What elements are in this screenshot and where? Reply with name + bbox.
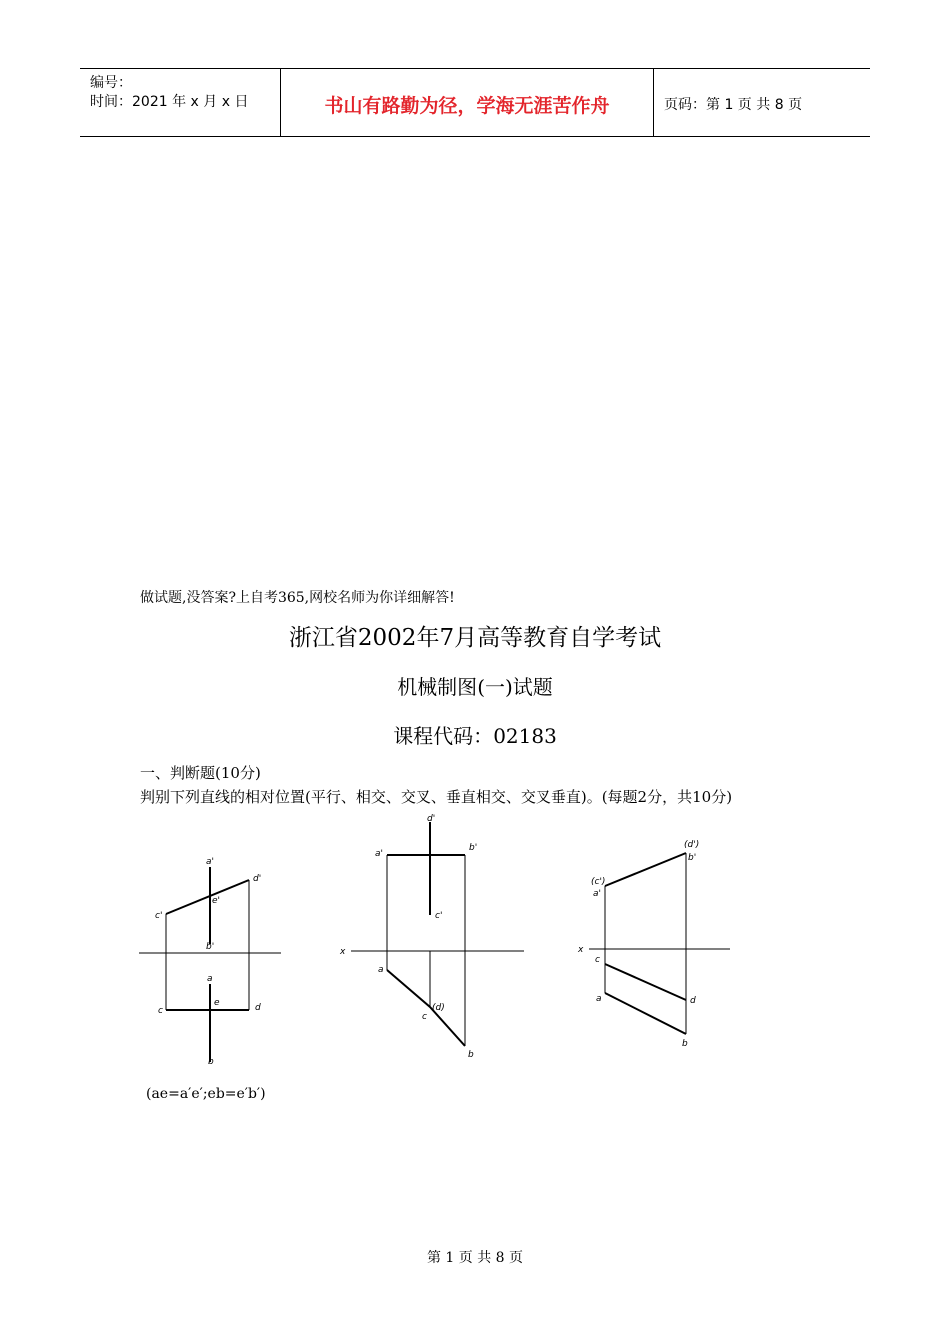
projection-figure-2 (336, 812, 531, 1062)
time-label: 时间：2021 年 x 月 x 日 (90, 94, 249, 110)
label-a: a (378, 965, 384, 975)
label-d-prime: (d') (684, 840, 700, 850)
label-c-prime: c' (435, 911, 443, 921)
motto: 书山有路勤为径，学海无涯苦作舟 (324, 95, 610, 117)
subtitle-suffix: 试题 (512, 675, 553, 699)
label-e: e (214, 998, 220, 1008)
subtitle-prefix: 机械制图 (397, 675, 478, 699)
exam-title: 浙江省2002年7月高等教育自学考试 (288, 625, 662, 651)
header-page-cell (654, 69, 870, 136)
subtitle-paren: (一) (477, 675, 513, 699)
label-d: d (690, 996, 696, 1006)
label-a: a (596, 994, 602, 1004)
label-a-prime: a' (375, 849, 383, 859)
exam-subtitle (0, 671, 950, 700)
label-d-prime: d' (253, 874, 262, 884)
label-a-prime: a' (206, 857, 214, 867)
label-b-prime: b' (688, 853, 697, 863)
section-heading: 一、判断题(10分) (140, 764, 261, 782)
formula-note: (ae=a′e′;eb=e′b′) (146, 1086, 266, 1102)
course-code-value: 02183 (493, 724, 557, 748)
projection-figure-1 (136, 850, 286, 1070)
label-c: c (595, 955, 600, 965)
course-code-label: 课程代码： (393, 724, 494, 748)
header-meta-cell (80, 69, 281, 136)
label-b-prime: b' (469, 843, 478, 853)
page-footer: 第 1 页 共 8 页 (426, 1250, 524, 1266)
projection-figure-3 (574, 832, 734, 1052)
label-a: a (207, 974, 213, 984)
label-b: b (468, 1050, 474, 1060)
label-b: b (208, 1057, 214, 1067)
question-text: 判别下列直线的相对位置(平行、相交、交叉、垂直相交、交叉垂直)。(每题2分，共10分) (140, 788, 733, 806)
label-x: x (578, 945, 584, 955)
label-c-d: (d) (432, 1003, 445, 1013)
label-e-prime: e' (212, 896, 221, 906)
label-c: c (158, 1006, 163, 1016)
label-a-prime: a' (593, 889, 601, 899)
label-d-prime: d' (427, 814, 436, 824)
label-x: x (340, 947, 346, 957)
course-code (0, 720, 950, 749)
number-label: 编号： (90, 75, 132, 91)
page-header (80, 68, 870, 137)
promo-note: 做试题,没答案?上自考365,网校名师为你详细解答! (140, 590, 455, 606)
label-c-prime: (c') (591, 877, 606, 887)
page-code: 页码：第 1 页 共 8 页 (664, 97, 803, 113)
label-d: d (255, 1003, 261, 1013)
header-motto-cell (281, 69, 654, 136)
label-c: c (422, 1012, 427, 1022)
label-b: b (682, 1039, 688, 1049)
label-b-prime: b' (206, 942, 215, 952)
label-c-prime: c' (155, 911, 163, 921)
